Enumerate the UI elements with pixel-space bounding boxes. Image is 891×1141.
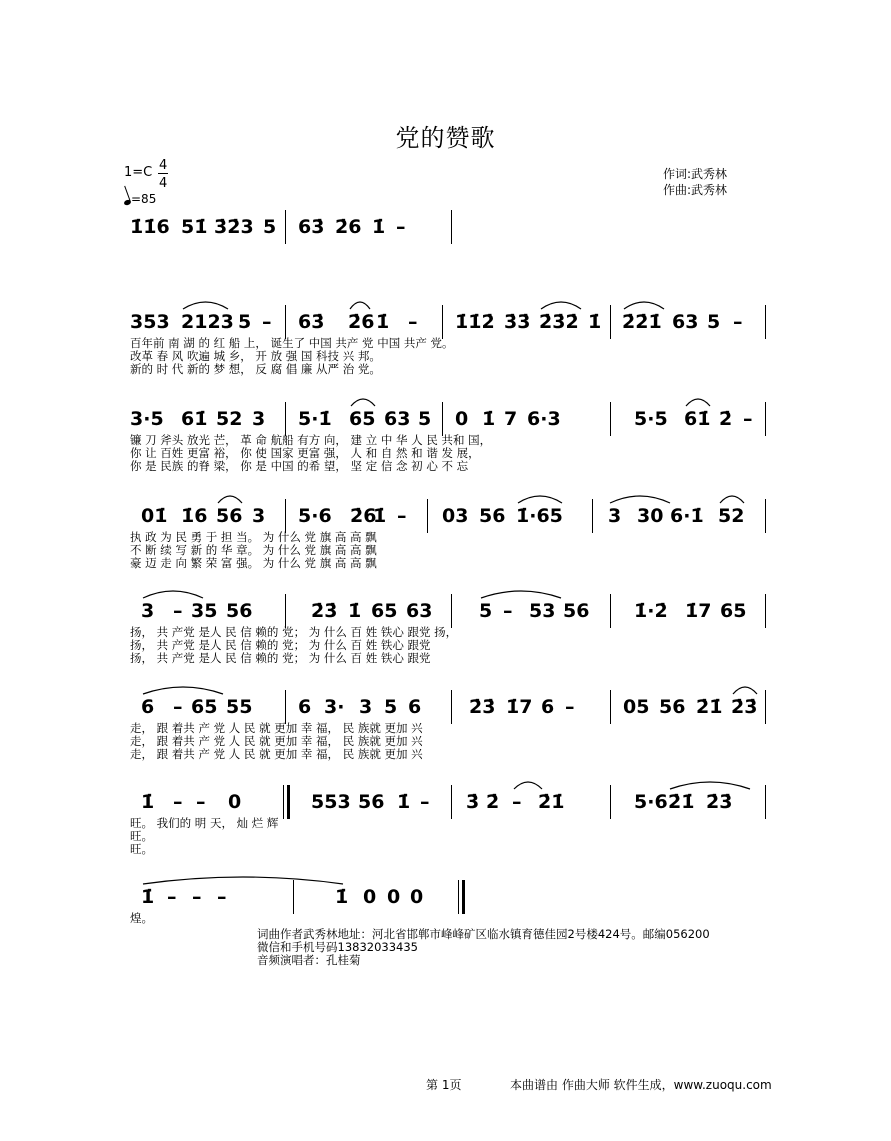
note-group: 1̇6 <box>181 505 208 527</box>
note-group: 3· <box>324 696 345 718</box>
note-group: 63̇ <box>298 216 325 238</box>
note-group: – <box>173 791 183 813</box>
note-group: 2̇3̇ <box>311 600 338 622</box>
note-group: 63 <box>406 600 433 622</box>
note-group: 5 <box>479 600 493 622</box>
note-group: 6·1̇ <box>670 505 704 527</box>
lyric-line: 不 断 续 写 新 的 华 章。 为 什么 党 旗 高 高 飘 <box>130 543 377 557</box>
note-group: – <box>167 886 177 908</box>
lyric-line: 镰 刀 斧头 放光 芒， 革 命 航船 有方 向， 建 立 中 华 人 民 共和 国， <box>130 433 492 447</box>
page-number: 第 1页 <box>426 1078 462 1092</box>
final-barline-thick <box>462 880 465 914</box>
barline <box>592 499 593 533</box>
lyric-line: 你 是 民族 的脊 梁， 你 是 中国 的希 望， 坚 定 信 念 初 心 不 忘 <box>130 459 469 473</box>
note-group: – <box>512 791 522 813</box>
note-group: 1̇ <box>397 791 411 813</box>
note-group: 56 <box>659 696 686 718</box>
note-group: – <box>173 696 183 718</box>
barline <box>442 305 443 339</box>
slur-icon <box>479 586 563 600</box>
note-group: 6 <box>541 696 555 718</box>
barline <box>765 690 766 724</box>
note-group: 56 <box>358 791 385 813</box>
barline <box>451 594 452 628</box>
note-group: 1̇ <box>372 216 386 238</box>
tempo-marking <box>124 192 156 206</box>
note-group: 56 <box>216 505 243 527</box>
lyric-line: 扬， 共 产党 是人 民 信 赖的 党； 为 什么 百 姓 铁心 跟党 <box>130 638 431 652</box>
barline <box>451 690 452 724</box>
lyric-line: 改革 春 风 吹遍 城 乡， 开 放 强 国 科技 兴 邦。 <box>130 349 381 363</box>
note-group: 63 <box>672 311 699 333</box>
note-group: 7 <box>504 408 518 430</box>
note-group: – <box>173 600 183 622</box>
lyric-line: 新的 时 代 新的 梦 想， 反 腐 倡 廉 从严 治 党。 <box>130 362 381 376</box>
barline <box>285 305 286 339</box>
author-address: 词曲作者武秀林地址：河北省邯郸市峰峰矿区临水镇育德佳园2号楼424号。邮编056200 <box>257 927 710 941</box>
note-group: 53 <box>529 600 556 622</box>
note-group: 1̇ <box>141 791 155 813</box>
note-group: – <box>503 600 513 622</box>
lyric-line: 旺。 我们的 明 天， 灿 烂 辉 <box>130 816 279 830</box>
slur-icon <box>141 586 205 600</box>
time-signature-bottom: 4 <box>159 176 168 191</box>
lyric-line: 执 政 为 民 勇 于 担 当。 为 什么 党 旗 高 高 飘 <box>130 530 377 544</box>
time-signature-top: 4 <box>159 158 168 173</box>
page-title: 党的赞歌 <box>395 124 496 152</box>
note-group: 2̇3̇2̇ <box>539 311 579 333</box>
note-group: 6 <box>298 696 312 718</box>
note-group: 3 <box>608 505 622 527</box>
note-group: 0 <box>455 408 469 430</box>
final-barline-thin <box>458 880 459 914</box>
note-group: 6 <box>141 696 155 718</box>
note-group: 1̇7 <box>685 600 712 622</box>
slur-icon <box>216 491 244 505</box>
note-group: 3̇ <box>466 791 480 813</box>
time-signature-line <box>158 173 168 174</box>
note-group: 65 <box>371 600 398 622</box>
barline <box>610 690 611 724</box>
note-group: 01̇ <box>141 505 168 527</box>
note-group: – <box>217 886 227 908</box>
lyric-line: 豪 迈 走 向 繁 荣 富 强。 为 什么 党 旗 高 高 飘 <box>130 556 377 570</box>
barline <box>285 499 286 533</box>
slur-icon <box>349 394 377 408</box>
note-group: 553 <box>311 791 351 813</box>
barline <box>451 210 452 244</box>
note-group: 2̇1̇ <box>538 791 565 813</box>
note-group: 1̇ <box>588 311 602 333</box>
note-group: 1̇1̇6 <box>130 216 170 238</box>
note-group: 55 <box>226 696 253 718</box>
slur-icon <box>141 872 345 886</box>
note-group: 3 <box>252 408 266 430</box>
note-group: 2̇ <box>486 791 500 813</box>
note-group: 2̇6 <box>348 311 375 333</box>
note-group: 63 <box>384 408 411 430</box>
slur-icon <box>668 777 752 791</box>
slur-icon <box>718 491 746 505</box>
barline <box>427 499 428 533</box>
composer: 作曲:武秀林 <box>663 183 728 197</box>
note-group: 5 <box>418 408 432 430</box>
lyric-line: 扬， 共 产党 是人 民 信 赖的 党； 为 什么 百 姓 铁心 跟党 扬， <box>130 625 458 639</box>
note-group: 61̇ <box>684 408 711 430</box>
note-group: 2̇1̇ <box>668 791 695 813</box>
note-group: 1̇ <box>141 886 155 908</box>
barline <box>765 594 766 628</box>
lyric-line: 走， 跟 着共 产 党 人 民 就 更加 幸 福， 民 族就 更加 兴 <box>130 721 423 735</box>
note-group: 1̇·2̇ <box>634 600 668 622</box>
note-group: 2̇3̇ <box>706 791 733 813</box>
note-group: 2̇3̇ <box>731 696 758 718</box>
note-group: 65 <box>349 408 376 430</box>
note-group: 0 <box>228 791 242 813</box>
note-group: 2̇6 <box>350 505 377 527</box>
slur-icon <box>181 297 230 311</box>
note-group: 5·5 <box>634 408 668 430</box>
note-group: 6·3 <box>527 408 561 430</box>
note-group: 3 <box>359 696 373 718</box>
slur-icon <box>539 297 583 311</box>
repeat-barline <box>287 785 290 819</box>
barline <box>285 402 286 436</box>
barline <box>765 499 766 533</box>
note-group: 3̇3̇ <box>504 311 531 333</box>
note-group: 65 <box>191 696 218 718</box>
lyric-line: 百年前 南 湖 的 红 船 上， 诞生了 中国 共产 党 中国 共产 党。 <box>130 336 454 350</box>
note-group: 35 <box>191 600 218 622</box>
note-group: 0 <box>387 886 401 908</box>
slur-icon <box>512 777 544 791</box>
slur-icon <box>141 682 225 696</box>
note-group: 5 <box>707 311 721 333</box>
note-group: – <box>420 791 430 813</box>
note-group: – <box>397 505 407 527</box>
note-group: 56 <box>479 505 506 527</box>
barline <box>285 690 286 724</box>
note-group: 2̇2̇1̇ <box>622 311 662 333</box>
barline <box>765 402 766 436</box>
note-group: 52 <box>718 505 745 527</box>
author-contact: 微信和手机号码13832033435 <box>257 940 418 954</box>
note-group: 3 <box>141 600 155 622</box>
note-group: 5·6 <box>634 791 668 813</box>
note-group: – <box>396 216 406 238</box>
key-signature: 1=C <box>124 165 153 180</box>
note-group: 3̇2̇3 <box>214 216 254 238</box>
note-group: 3 <box>252 505 266 527</box>
barline <box>765 785 766 819</box>
lyric-line: 旺。 <box>130 842 153 856</box>
footer-info <box>257 928 710 967</box>
note-group: – <box>565 696 575 718</box>
note-group: – <box>743 408 753 430</box>
lyricist: 作词:武秀林 <box>663 167 728 181</box>
repeat-barline-thin <box>283 785 284 819</box>
lyric-line: 你 让 百姓 更富 裕， 你 使 国家 更富 强， 人 和 自 然 和 谐 发 展， <box>130 446 480 460</box>
note-group: 1̇·65 <box>516 505 563 527</box>
note-group: 56 <box>563 600 590 622</box>
note-group: – <box>196 791 206 813</box>
note-group: 5 <box>263 216 277 238</box>
slur-icon <box>608 491 672 505</box>
barline <box>765 305 766 339</box>
note-group: 0 <box>410 886 424 908</box>
note-group: 05 <box>623 696 650 718</box>
note-group: 5 <box>384 696 398 718</box>
note-group: 2̇ <box>719 408 733 430</box>
note-group: 03 <box>442 505 469 527</box>
note-group: 1̇ <box>376 311 390 333</box>
note-group: – <box>733 311 743 333</box>
slur-icon <box>622 297 666 311</box>
barline <box>442 402 443 436</box>
lyric-line: 旺。 <box>130 829 153 843</box>
tempo-value: =85 <box>131 192 157 206</box>
note-group: 353 <box>130 311 170 333</box>
lyric-line: 走， 跟 着共 产 党 人 民 就 更加 幸 福， 民 族就 更加 兴 <box>130 747 423 761</box>
note-group: 1̇ <box>482 408 496 430</box>
note-group: 3·5 <box>130 408 164 430</box>
note-group: 1̇1̇2̇ <box>455 311 495 333</box>
note-group: 52 <box>216 408 243 430</box>
note-group: 65 <box>720 600 747 622</box>
lyric-line: 煌。 <box>130 911 153 925</box>
note-group: 6 <box>408 696 422 718</box>
slur-icon <box>516 491 564 505</box>
generator-credit: 本曲谱由 作曲大师 软件生成，www.zuoqu.com <box>510 1078 772 1092</box>
note-group: 5·6 <box>298 505 332 527</box>
slur-icon <box>731 682 759 696</box>
barline <box>610 594 611 628</box>
barline <box>285 210 286 244</box>
note-group: 5·1̇ <box>298 408 332 430</box>
slur-icon <box>684 394 712 408</box>
note-group: – <box>408 311 418 333</box>
audio-singer: 音频演唱者：孔桂菊 <box>257 953 361 967</box>
note-group: 1̇ <box>373 505 387 527</box>
barline <box>610 785 611 819</box>
note-group: 1̇ <box>348 600 362 622</box>
note-group: 2̇3̇ <box>469 696 496 718</box>
note-group: 2̇1̇ <box>696 696 723 718</box>
note-group: – <box>192 886 202 908</box>
slur-icon <box>348 297 372 311</box>
barline <box>285 594 286 628</box>
note-group: 0 <box>363 886 377 908</box>
note-group: 51̇ <box>181 216 208 238</box>
note-group: 30 <box>637 505 664 527</box>
note-group: 63̇ <box>298 311 325 333</box>
lyric-line: 扬， 共 产党 是人 民 信 赖的 党； 为 什么 百 姓 铁心 跟党 <box>130 651 431 665</box>
barline <box>451 785 452 819</box>
note-group: 5 <box>238 311 252 333</box>
note-group: 2̇6 <box>335 216 362 238</box>
note-group: 56 <box>226 600 253 622</box>
note-group: 1̇ <box>335 886 349 908</box>
note-group: 2123 <box>181 311 234 333</box>
barline <box>610 402 611 436</box>
barline <box>610 305 611 339</box>
lyric-line: 走， 跟 着共 产 党 人 民 就 更加 幸 福， 民 族就 更加 兴 <box>130 734 423 748</box>
note-group: 1̇7 <box>506 696 533 718</box>
note-group: – <box>262 311 272 333</box>
note-group: 61̇ <box>181 408 208 430</box>
